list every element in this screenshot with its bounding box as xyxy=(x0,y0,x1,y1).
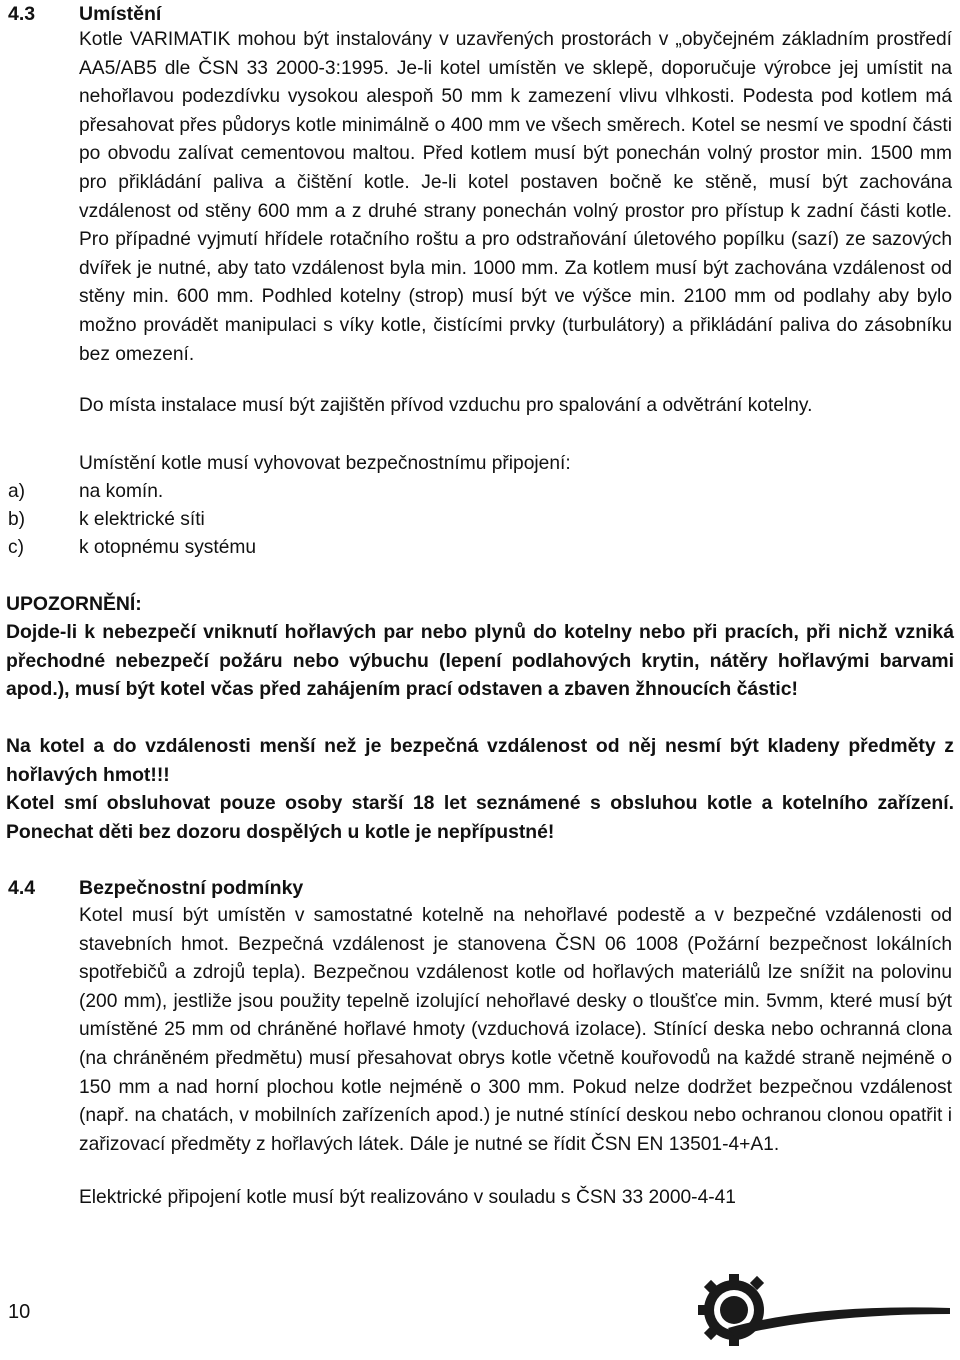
list-item: k otopnému systému xyxy=(79,537,257,558)
section-body: Kotle VARIMATIK mohou být instalovány v uzavřených prostorách v „obyčejném základním prostředí AA5/AB5 dle ČSN 33 2000-3:1995. Je-li kotel umístěn ve sklepě, doporučuje výrobce jej umístit na nehořlavou podezdívku vysokou alespoň 50 mm k zamezení vlivu vlhkosti. Podesta pod kotlem má přesahovat přes půdorys kotle minimálně o 400 mm ve všech směrech. Kotel se nesmí ve spodní části po obvodu zalívat cementovou maltou. Před kotlem musí být ponechán volný prostor min. 1500 mm pro přikládání paliva a čištění kotle. Je-li kotel postaven bočně ke stěně, musí být zachována vzdálenost od stěny 600 mm a z druhé strany ponechán volný prostor pro přístup k zadní části kotle. Pro případné vyjmutí hřídele rotačního roštu a pro odstraňování úletového popílku (sazí) ze sazových dvířek je nutné, aby tato vzdálenost byla min. 1000 mm. Za kotlem musí být zachována vzdálenost od stěny min. 600 mm. Podhled kotelny (strop) musí být ve výšce min. 2100 mm od podlahy aby bylo možno provádět manipulaci s víky kotle, čistícími prvky (turbulátory) a přikládání paliva do zásobníku bez omezení. xyxy=(79,29,952,365)
section-title: Bezpečnostní podmínky xyxy=(79,877,304,899)
section-body: Kotel musí být umístěn v samostatné kotelně na nehořlavé podestě a v bezpečné vzdálenosti od stavebních hmot. Bezpečná vzdálenost je stanovena ČSN 06 1008 (Požární bezpečnost lokálních spotřebičů a zdrojů tepla). Bezpečnou vzdálenost kotle od hořlavých materiálů lze snížit na polovinu (200 mm), jestliže jsou použity tepelně izolující nehořlavé desky o tloušťce min. 5vmm, které musí být umístěné 25 mm od chráněné hořlavé hmoty (vzduchová izolace). Stínící deska nebo ochranná clona (na chráněném předmětu) musí přesahovat obrys kotle včetně kouřovodů na každé straně nejméně o 150 mm a nad horní plochou kotle nejméně o 300 mm. Pokud nelze dodržet bezpečnou vzdálenost (např. na chatách, v mobilních zařízeních apod.) je nutné stínící deskou nebo ochranou clonou opatřit i zařizovací předměty z hořlavých látek. Dále je nutné se řídit ČSN EN 13501-4+A1. xyxy=(79,905,952,1155)
varimatik-logo xyxy=(694,1270,956,1350)
warning-paragraph: Dojde-li k nebezpečí vniknutí hořlavých par nebo plynů do kotelny nebo při pracích, při nichž vzniká přechodné nebezpečí požáru nebo výbuchu (lepení podlahových krytin, nátěry hořlavými barvami apod.), musí být kotel včas před zahájením prací odstaven a zbaven žhnoucích částic! xyxy=(6,621,954,701)
warning-paragraph: Na kotel a do vzdálenosti menší než je bezpečná vzdálenost od něj nesmí být kladeny předměty z hořlavých hmot!!! xyxy=(6,735,954,786)
list-item: k elektrické síti xyxy=(79,509,205,530)
section-number: 4.3 xyxy=(8,3,36,25)
air-supply-note: Do místa instalace musí být zajištěn přívod vzduchu pro spalování a odvětrání kotelny. xyxy=(79,395,813,416)
section-title: Umístění xyxy=(79,3,162,25)
list-label: b) xyxy=(8,509,26,530)
gear-icon xyxy=(698,1274,764,1346)
page-number: 10 xyxy=(8,1301,31,1323)
list-label: a) xyxy=(8,481,26,502)
warning-paragraph: Kotel smí obsluhovat pouze osoby starší 18 let seznámené s obsluhou kotle a kotelního zařízení. Ponechat děti bez dozoru dospělých u kotle je nepřípustné! xyxy=(6,792,954,843)
logo-graphic xyxy=(694,1270,956,1350)
list-item: na komín. xyxy=(79,481,164,502)
list-label: c) xyxy=(8,537,24,558)
connection-intro: Umístění kotle musí vyhovovat bezpečnostnímu připojení: xyxy=(79,453,571,474)
warning-title: UPOZORNĚNÍ: xyxy=(6,593,142,615)
section-last-line: Elektrické připojení kotle musí být realizováno v souladu s ČSN 33 2000-4-41 xyxy=(79,1187,736,1208)
section-number: 4.4 xyxy=(8,877,36,899)
